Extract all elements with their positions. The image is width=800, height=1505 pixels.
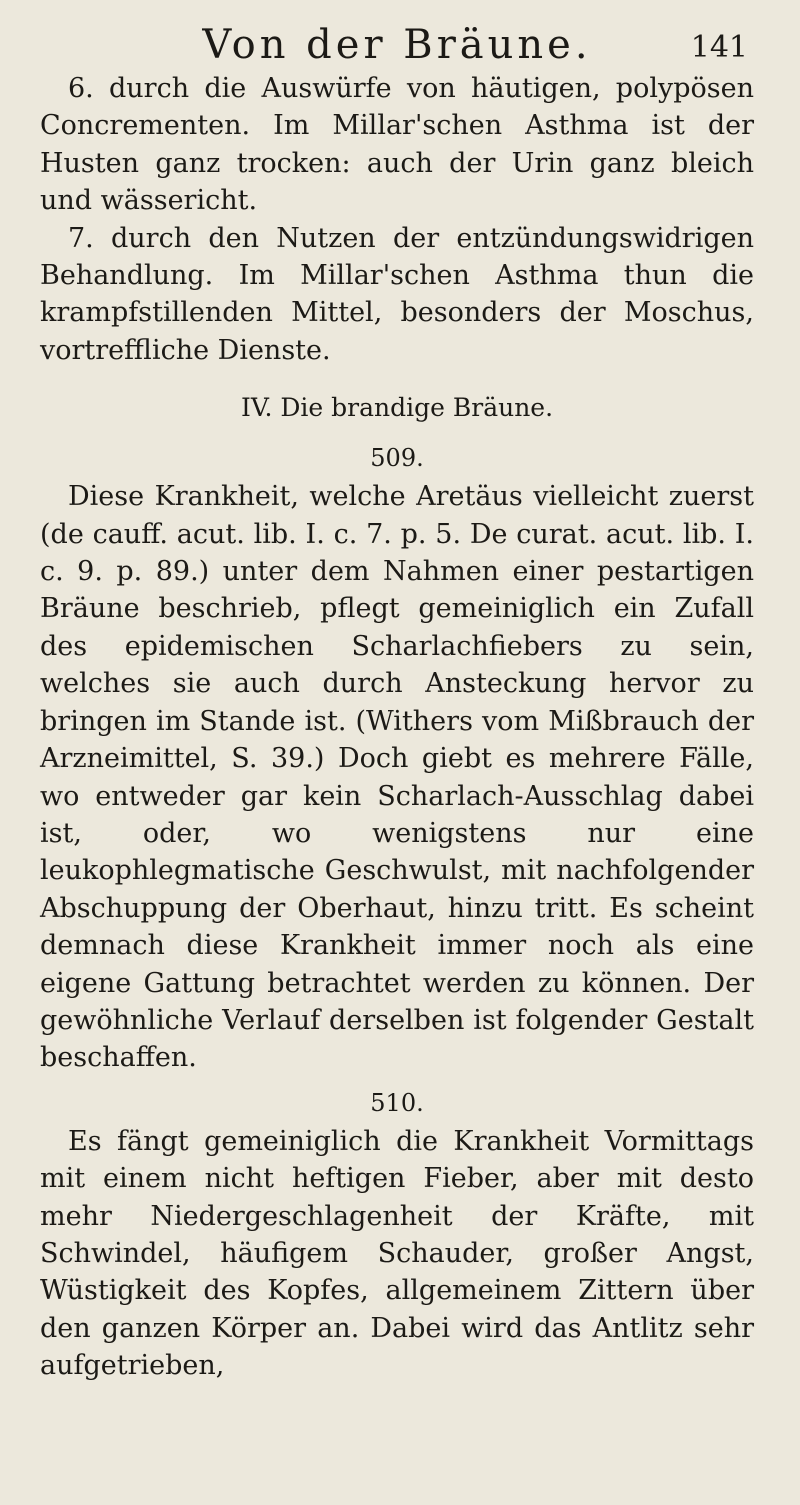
running-title: Von der Bräune. [202, 22, 592, 68]
section-heading: IV. Die brandige Bräune. [240, 393, 554, 423]
list-item-6: 6. durch die Auswürfe von häutigen, polypösen Concrementen. Im Millar'schen Asthma ist der Husten ganz trocken: auch der Urin ganz bleich und wässericht. [40, 73, 754, 217]
list-item-7: 7. durch den Nutzen der entzündungswidrigen Behandlung. Im Millar'schen Asthma thun die krampfstillenden Mittel, besonders der Moschus, vortreffliche Dienste. [40, 222, 754, 366]
section-number-509: 509. [370, 444, 424, 473]
running-head [40, 20, 754, 70]
paragraph-509: Diese Krankheit, welche Aretäus vielleicht zuerst (de cauff. acut. lib. I. c. 7. p. 5. De curat. acut. lib. I. c. 9. p. 89.) unter dem Nahmen einer pestartigen Bräune beschrieb, pflegt gemeiniglich ein Zufall des epidemischen Scharlachfiebers zu sein, welches sie auch durch Ansteckung hervor zu bringen im Stande ist. (Withers vom Mißbrauch der Arzneimittel, S. 39.) Doch giebt es mehrere Fälle, wo entweder gar kein Scharlach-Ausschlag dabei ist, oder, wo wenigstens nur eine leukophlegmatische Geschwulst, mit nachfolgender Abschuppung der Oberhaut, hinzu tritt. Es scheint demnach diese Krankheit immer noch als eine eigene Gattung betrachtet werden zu können. Der gewöhnliche Verlauf derselben ist folgender Gestalt beschaffen. [40, 481, 754, 1074]
paragraph-510: Es fängt gemeiniglich die Krankheit Vormittags mit einem nicht heftigen Fieber, aber mit desto mehr Niedergeschlagenheit der Kräfte, mit Schwindel, häufigem Schauder, großer Angst, Wüstigkeit des Kopfes, allgemeinem Zittern über den ganzen Körper an. Dabei wird das Antlitz sehr aufgetrieben, [40, 1125, 754, 1382]
section-number-510: 510. [370, 1088, 424, 1117]
page-number: 141 [690, 30, 748, 65]
